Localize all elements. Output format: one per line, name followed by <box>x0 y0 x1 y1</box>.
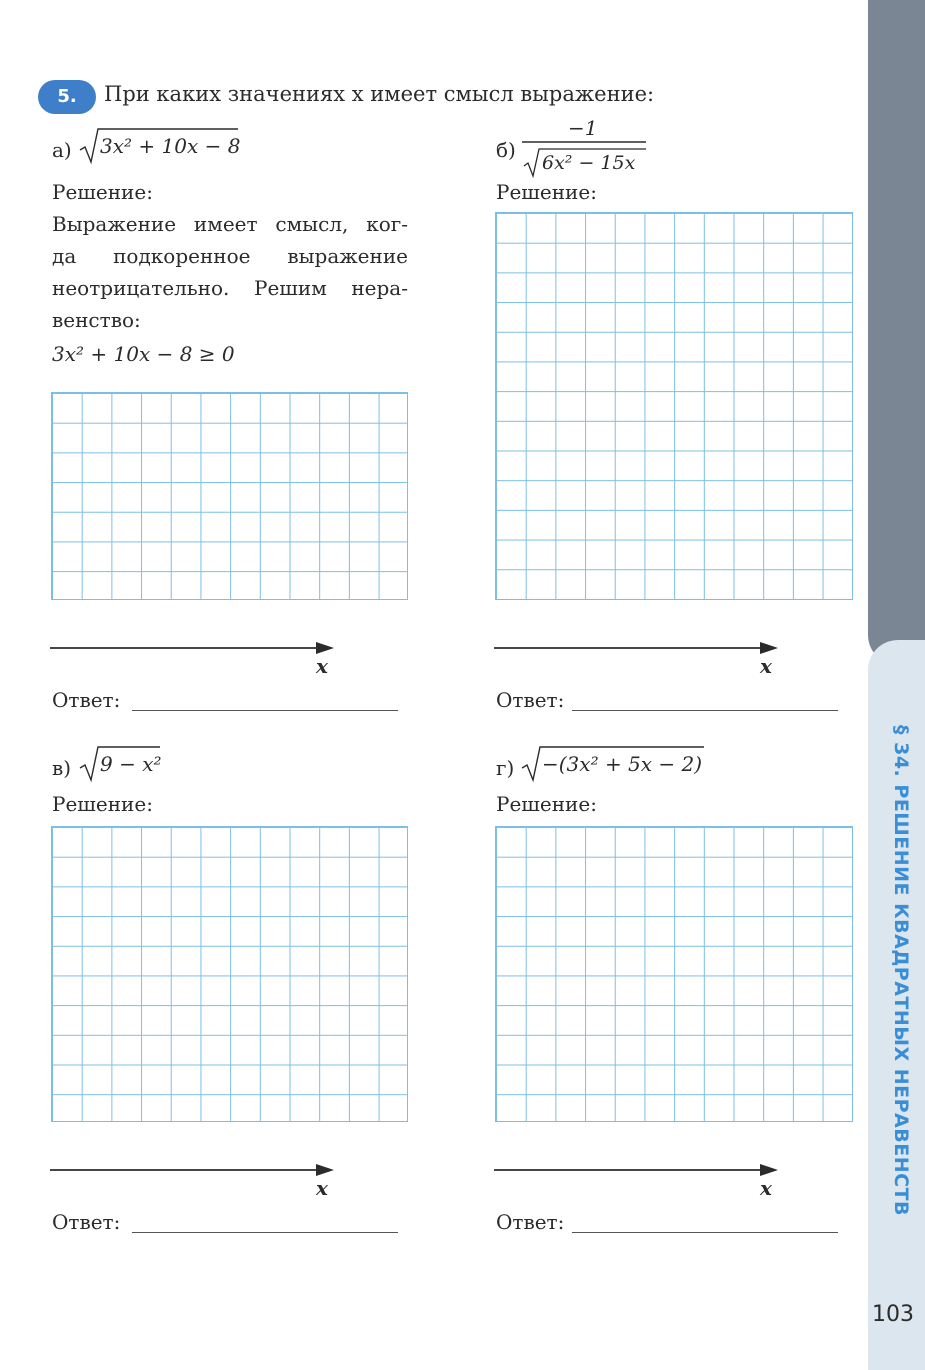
part-c-axis-label: x <box>316 1176 328 1200</box>
part-d-solution-label: Решение: <box>496 792 597 816</box>
part-d-grid[interactable] <box>495 826 853 1122</box>
solution-line: неотрицательно. Решим нера- <box>52 276 408 300</box>
part-a-inequality: 3x² + 10x − 8 ≥ 0 <box>52 342 235 366</box>
part-b-label: б) <box>496 138 516 162</box>
part-a-answer-field[interactable] <box>132 710 398 711</box>
part-b-denominator: 6x² − 15x <box>542 152 636 174</box>
arrow-head-icon <box>316 642 334 654</box>
part-a-grid[interactable] <box>51 392 408 600</box>
sidebar-dark-band <box>868 0 925 665</box>
part-b-axis-label: x <box>760 654 772 678</box>
arrow-head-icon <box>760 642 778 654</box>
solution-line: венство: <box>52 308 141 332</box>
part-d-expression: −(3x² + 5x − 2) <box>542 752 703 776</box>
page-number: 103 <box>872 1302 914 1327</box>
part-c-grid[interactable] <box>51 826 408 1122</box>
part-b-answer-label: Ответ: <box>496 688 565 712</box>
task-number-badge: 5. <box>38 80 96 114</box>
part-c-answer-field[interactable] <box>132 1232 398 1233</box>
part-a-number-line <box>50 638 340 658</box>
part-b-answer-field[interactable] <box>572 710 838 711</box>
part-a-axis-label: x <box>316 654 328 678</box>
arrow-head-icon <box>760 1164 778 1176</box>
part-a-solution-label: Решение: <box>52 180 153 204</box>
part-c-answer-label: Ответ: <box>52 1210 121 1234</box>
part-d-answer-label: Ответ: <box>496 1210 565 1234</box>
part-b-solution-label: Решение: <box>496 180 597 204</box>
part-b-grid[interactable] <box>495 212 853 600</box>
part-a-solution-text <box>52 208 408 336</box>
part-b-number-line <box>494 638 784 658</box>
part-c-expression: 9 − x² <box>100 752 162 776</box>
part-d-answer-field[interactable] <box>572 1232 838 1233</box>
part-d-axis-label: x <box>760 1176 772 1200</box>
arrow-head-icon <box>316 1164 334 1176</box>
part-d-label: г) <box>496 756 515 780</box>
part-d-number-line <box>494 1160 784 1180</box>
part-a-label: а) <box>52 138 72 162</box>
part-b-numerator: −1 <box>568 116 598 140</box>
part-c-number-line <box>50 1160 340 1180</box>
section-title: § 34. РЕШЕНИЕ КВАДРАТНЫХ НЕРАВЕНСТВ <box>890 725 912 1216</box>
task-question: При каких значениях x имеет смысл выражение: <box>104 82 655 106</box>
solution-line: Выражение имеет смысл, ког- <box>52 212 408 236</box>
part-a-answer-label: Ответ: <box>52 688 121 712</box>
part-a-expression: 3x² + 10x − 8 <box>100 134 241 158</box>
part-c-solution-label: Решение: <box>52 792 153 816</box>
solution-line: да подкоренное выражение <box>52 244 408 268</box>
part-c-label: в) <box>52 756 72 780</box>
